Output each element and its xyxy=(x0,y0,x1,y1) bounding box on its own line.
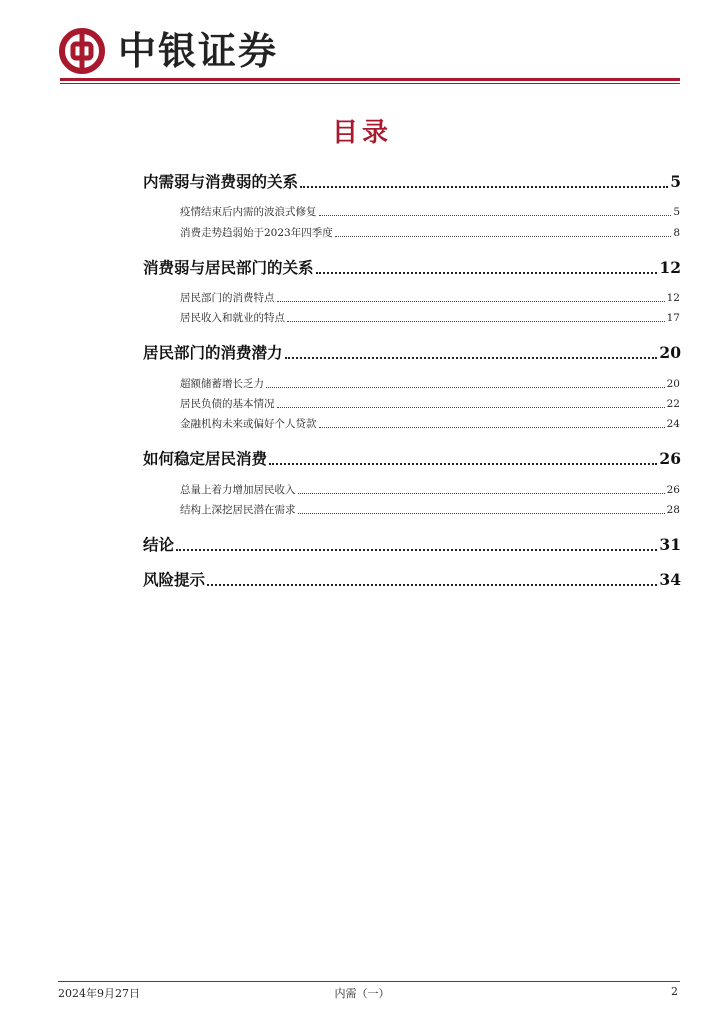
toc-leader xyxy=(335,236,672,237)
toc-leader xyxy=(300,186,668,188)
toc-section-title: 如何稳定居民消费 xyxy=(143,449,268,468)
toc-section[interactable] xyxy=(143,568,681,590)
toc-section-page: 34 xyxy=(659,570,681,589)
toc-item-page: 28 xyxy=(666,504,680,516)
toc-item[interactable] xyxy=(180,502,680,517)
toc-item-title: 总量上着力增加居民收入 xyxy=(180,484,296,496)
toc-section-page: 31 xyxy=(659,535,681,554)
toc-section[interactable] xyxy=(143,533,681,555)
toc-item-page: 24 xyxy=(666,418,680,430)
toc-leader xyxy=(316,272,658,274)
toc-item-title: 疫情结束后内需的波浪式修复 xyxy=(180,206,317,218)
toc-item[interactable] xyxy=(180,416,680,431)
toc-section[interactable] xyxy=(143,447,681,469)
toc-item[interactable] xyxy=(180,204,680,219)
toc-section[interactable] xyxy=(143,341,681,363)
toc-item[interactable] xyxy=(180,290,680,305)
toc-item-page: 8 xyxy=(673,227,680,239)
toc-leader xyxy=(298,513,665,514)
toc-leader xyxy=(287,321,665,322)
toc-item-title: 结构上深挖居民潜在需求 xyxy=(180,504,296,516)
brand-name: 中银证券 xyxy=(118,29,279,73)
bank-of-china-logo-icon xyxy=(58,27,106,75)
toc-section-title: 居民部门的消费潜力 xyxy=(143,343,283,362)
report-header xyxy=(58,27,682,83)
footer-page-number: 2 xyxy=(671,985,678,998)
toc-item-title: 居民负债的基本情况 xyxy=(180,398,275,410)
toc-item-title: 金融机构未来或偏好个人贷款 xyxy=(180,418,317,430)
toc-item[interactable] xyxy=(180,396,680,411)
toc-section-page: 5 xyxy=(670,172,681,191)
header-divider xyxy=(60,78,680,81)
toc-leader xyxy=(277,301,665,302)
toc-item-title: 居民部门的消费特点 xyxy=(180,292,275,304)
toc-section-title: 风险提示 xyxy=(143,570,206,589)
toc-leader xyxy=(207,584,657,586)
toc-item[interactable] xyxy=(180,310,680,325)
toc-item-page: 5 xyxy=(673,206,680,218)
toc-section[interactable] xyxy=(143,170,681,192)
toc-item-page: 17 xyxy=(666,312,680,324)
toc-item-title: 居民收入和就业的特点 xyxy=(180,312,285,324)
toc-leader xyxy=(319,427,665,428)
toc-section-page: 12 xyxy=(659,258,681,277)
toc-leader xyxy=(176,549,657,551)
toc-section-title: 消费弱与居民部门的关系 xyxy=(143,258,314,277)
toc-item-page: 12 xyxy=(666,292,680,304)
toc-leader xyxy=(319,215,672,216)
toc-item-page: 26 xyxy=(666,484,680,496)
toc-item[interactable] xyxy=(180,376,680,391)
toc-section-title: 内需弱与消费弱的关系 xyxy=(143,172,299,191)
toc-section-page: 26 xyxy=(659,449,681,468)
footer-divider xyxy=(58,981,680,982)
footer-date: 2024年9月27日 xyxy=(58,987,140,1000)
toc-item-title: 超额储蓄增长乏力 xyxy=(180,378,264,390)
toc-item-page: 22 xyxy=(666,398,680,410)
toc-item[interactable] xyxy=(180,225,680,240)
toc-section[interactable] xyxy=(143,256,681,278)
toc-leader xyxy=(298,493,665,494)
toc-leader xyxy=(269,463,657,465)
header-divider-thin xyxy=(60,83,680,84)
toc-section-title: 结论 xyxy=(143,535,175,554)
toc-section-page: 20 xyxy=(659,343,681,362)
toc-item-page: 20 xyxy=(666,378,680,390)
toc-leader xyxy=(277,407,665,408)
toc-leader xyxy=(266,387,665,388)
toc-title: 目录 xyxy=(331,118,392,148)
toc-item[interactable] xyxy=(180,482,680,497)
toc-leader xyxy=(285,357,658,359)
toc-item-title: 消费走势趋弱始于2023年四季度 xyxy=(180,227,333,239)
footer-report-title: 内需（一） xyxy=(334,987,390,1000)
